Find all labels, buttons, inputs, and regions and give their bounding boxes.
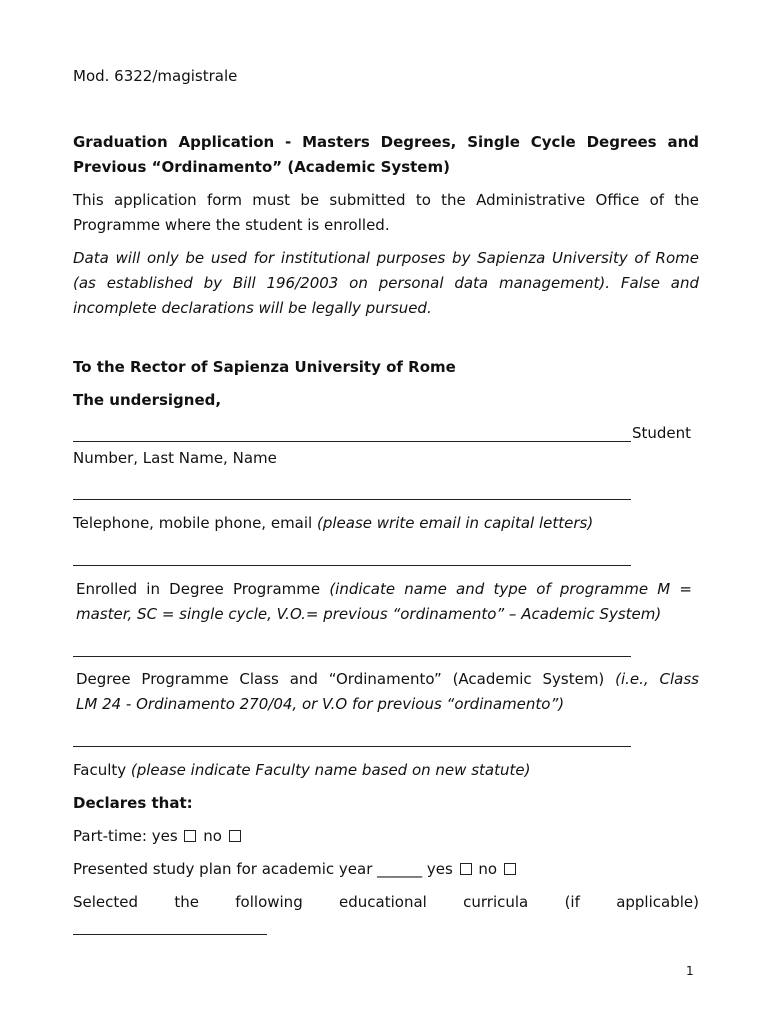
student-label-line-2: Number, Last Name, Name — [73, 449, 277, 467]
parttime-yes-checkbox[interactable] — [184, 830, 196, 842]
parttime-no-checkbox[interactable] — [229, 830, 241, 842]
title-line-2: Previous “Ordinamento” (Academic System) — [73, 158, 450, 176]
contact-label-text: Telephone, mobile phone, email — [73, 514, 317, 532]
curricula-word: curricula — [463, 893, 529, 911]
curricula-row — [73, 890, 699, 915]
student-label-tail: Student — [632, 424, 692, 442]
intro-line-2: Programme where the student is enrolled. — [73, 216, 390, 234]
faculty-label-text: Faculty — [73, 761, 131, 779]
class-field[interactable] — [73, 656, 631, 657]
curricula-word: following — [235, 893, 303, 911]
programme-field[interactable] — [73, 565, 631, 566]
class-label-line-2: LM 24 - Ordinamento 270/04, or V.O for previous “ordinamento”) — [76, 695, 565, 713]
page-number: 1 — [686, 964, 694, 978]
contact-field[interactable] — [73, 499, 631, 500]
undersigned-label: The undersigned, — [73, 391, 222, 409]
addressee: To the Rector of Sapienza University of Rome — [73, 358, 456, 376]
class-hint-line-1: (i.e., Class — [615, 670, 699, 688]
privacy-line-1: Data will only be used for institutional purposes by Sapienza University of Rome — [73, 249, 699, 267]
title-line-1: Graduation Application - Masters Degrees, Single Cycle Degrees and — [73, 133, 699, 151]
contact-label — [73, 511, 699, 536]
curricula-word: Selected — [73, 893, 139, 911]
studyplan-no-checkbox[interactable] — [504, 863, 516, 875]
curricula-word: the — [174, 893, 199, 911]
intro-line-1: This application form must be submitted to the Administrative Office of the — [73, 191, 699, 209]
curricula-word: (if — [564, 893, 580, 911]
parttime-row — [73, 824, 699, 849]
contact-hint: (please write email in capital letters) — [316, 514, 594, 532]
faculty-label — [73, 758, 699, 783]
programme-label-line-2: master, SC = single cycle, V.O.= previous “ordinamento” – Academic System) — [76, 605, 662, 623]
studyplan-no-label: no — [478, 860, 498, 878]
parttime-label: Part-time: yes — [73, 827, 178, 845]
curricula-word: applicable) — [616, 893, 699, 911]
curricula-word: educational — [339, 893, 427, 911]
privacy-line-3: incomplete declarations will be legally pursued. — [73, 299, 432, 317]
parttime-no-label: no — [203, 827, 222, 845]
studyplan-yes-checkbox[interactable] — [460, 863, 472, 875]
studyplan-label: Presented study plan for academic year ______ yes — [73, 860, 453, 878]
class-label-line-1 — [76, 667, 699, 692]
student-name-field[interactable] — [73, 441, 631, 442]
programme-label-line-1 — [76, 577, 692, 602]
programme-hint-line-1: (indicate name and type of programme M = — [329, 580, 692, 598]
programme-label-text: Enrolled in Degree Programme — [76, 580, 330, 598]
class-label-text: Degree Programme Class and “Ordinamento” (Academic System) — [76, 670, 616, 688]
faculty-field[interactable] — [73, 746, 631, 747]
faculty-hint: (please indicate Faculty name based on new statute) — [130, 761, 531, 779]
studyplan-row — [73, 857, 699, 882]
privacy-line-2: (as established by Bill 196/2003 on personal data management). False and — [73, 274, 699, 292]
form-code: Mod. 6322/magistrale — [73, 67, 238, 85]
curricula-field[interactable] — [73, 934, 267, 935]
declares-heading: Declares that: — [73, 794, 193, 812]
